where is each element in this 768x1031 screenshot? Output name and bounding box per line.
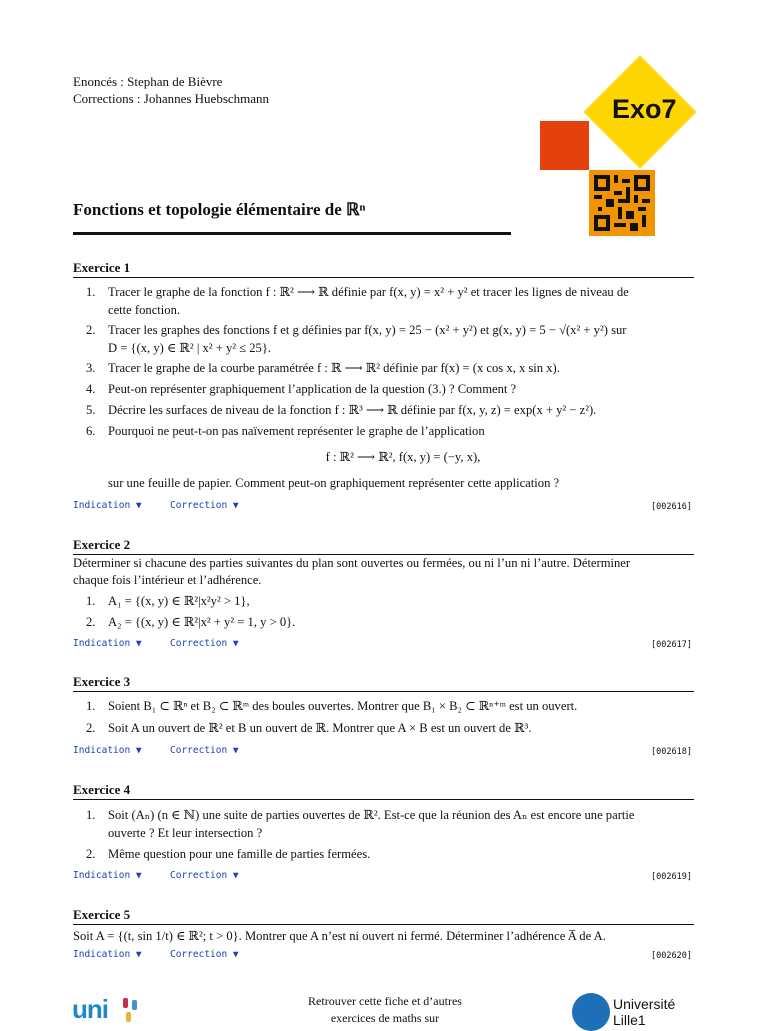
ex1-item-5: Décrire les surfaces de niveau de la fonction f : ℝ³ ⟶ ℝ définie par f(x, y, z) = exp(x + y² − z²). bbox=[108, 403, 597, 417]
ex3-item-1-number: 1. bbox=[86, 699, 96, 713]
ex4-indication-link[interactable]: Indication ▼ bbox=[73, 870, 142, 881]
ex1-item-1-number: 1. bbox=[86, 285, 96, 299]
ex3-indication-link[interactable]: Indication ▼ bbox=[73, 745, 142, 756]
exercise-3-heading: Exercice 3 bbox=[73, 674, 131, 689]
credit-statements: Enoncés : Stephan de Bièvre bbox=[73, 74, 223, 89]
ex4-correction-link[interactable]: Correction ▼ bbox=[170, 870, 239, 881]
title-rule bbox=[73, 232, 511, 235]
lille-logo-icon bbox=[572, 993, 610, 1031]
credit-corrections: Corrections : Johannes Huebschmann bbox=[73, 91, 270, 106]
page-title: Fonctions et topologie élémentaire de ℝⁿ bbox=[73, 200, 366, 219]
ex1-item-2-line-2: D = {(x, y) ∈ ℝ² | x² + y² ≤ 25}. bbox=[108, 341, 272, 355]
logo-text: Exo7 bbox=[612, 94, 677, 124]
ex1-item-6-formula: f : ℝ² ⟶ ℝ², f(x, y) = (−y, x), bbox=[325, 450, 481, 464]
ex3-item-1: Soient B₁ ⊂ ℝⁿ et B₂ ⊂ ℝᵐ des boules ouvertes. Montrer que B₁ × B₂ ⊂ ℝⁿ⁺ᵐ est un ouvert. bbox=[108, 699, 578, 713]
ex2-item-1-number: 1. bbox=[86, 594, 96, 608]
ex2-item-1: A₁ = {(x, y) ∈ ℝ²|x²y² > 1}, bbox=[108, 594, 250, 608]
ex1-indication-link[interactable]: Indication ▼ bbox=[73, 500, 142, 511]
ex3-item-2-number: 2. bbox=[86, 721, 96, 735]
ex1-item-1-line-2: cette fonction. bbox=[108, 303, 181, 317]
ex1-item-4: Peut-on représenter graphiquement l’application de la question (3.) ? Comment ? bbox=[108, 382, 517, 396]
exercise-5-heading: Exercice 5 bbox=[73, 907, 131, 922]
lille-logo-text bbox=[613, 996, 675, 1028]
qr-code-icon bbox=[594, 175, 650, 231]
unisis-logo-mark-icon bbox=[121, 996, 143, 1024]
credits bbox=[73, 73, 269, 107]
lille-logo-line-2: Lille1 bbox=[613, 1012, 646, 1028]
ex1-correction-link[interactable]: Correction ▼ bbox=[170, 500, 239, 511]
ex4-item-1-line-2: ouverte ? Et leur intersection ? bbox=[108, 826, 263, 840]
ex1-item-5-number: 5. bbox=[86, 403, 96, 417]
ex2-reference: [002617] bbox=[651, 640, 692, 650]
ex4-item-2: Même question pour une famille de parties fermées. bbox=[108, 847, 371, 861]
ex2-item-2: A₂ = {(x, y) ∈ ℝ²|x² + y² = 1, y > 0}. bbox=[108, 615, 296, 629]
ex2-indication-link[interactable]: Indication ▼ bbox=[73, 638, 142, 649]
ex5-correction-link[interactable]: Correction ▼ bbox=[170, 949, 239, 960]
exercise-4-rule bbox=[73, 799, 694, 800]
exercise-2-heading: Exercice 2 bbox=[73, 537, 131, 552]
ex5-indication-link[interactable]: Indication ▼ bbox=[73, 949, 142, 960]
ex1-item-4-number: 4. bbox=[86, 382, 96, 396]
exercise-5-rule bbox=[73, 924, 694, 925]
ex2-intro-line-2: chaque fois l’intérieur et l’adhérence. bbox=[73, 573, 262, 587]
footer-text bbox=[260, 993, 510, 1027]
exercise-3-rule bbox=[73, 691, 694, 692]
logo-red-square bbox=[540, 121, 589, 170]
exercise-1-heading: Exercice 1 bbox=[73, 260, 131, 275]
exercise-4-heading: Exercice 4 bbox=[73, 782, 131, 797]
ex1-reference: [002616] bbox=[651, 502, 692, 512]
footer-line-2: exercices de maths sur bbox=[330, 1011, 440, 1025]
footer-line-1: Retrouver cette fiche et d’autres bbox=[308, 994, 462, 1008]
ex4-item-1-line-1: Soit (Aₙ) (n ∈ ℕ) une suite de parties ouvertes de ℝ². Est-ce que la réunion des Aₙ est encore une partie bbox=[108, 808, 635, 822]
ex2-intro-line-1: Déterminer si chacune des parties suivantes du plan sont ouvertes ou fermées, ou ni l’un ni l’autre. Déterminer bbox=[73, 556, 631, 570]
ex5-reference: [002620] bbox=[651, 951, 692, 961]
ex4-reference: [002619] bbox=[651, 872, 692, 882]
ex4-item-1-number: 1. bbox=[86, 808, 96, 822]
ex1-item-2-number: 2. bbox=[86, 323, 96, 337]
ex5-statement: Soit A = {(t, sin 1/t) ∈ ℝ²; t > 0}. Montrer que A n’est ni ouvert ni fermé. Déterminer l’adhérence A̅ de A. bbox=[73, 929, 606, 943]
ex1-item-6-line-1: Pourquoi ne peut-t-on pas naïvement représenter le graphe de l’application bbox=[108, 424, 485, 438]
exercise-1-rule bbox=[73, 277, 694, 278]
ex3-correction-link[interactable]: Correction ▼ bbox=[170, 745, 239, 756]
lille-logo-line-1: Université bbox=[613, 996, 676, 1012]
ex2-correction-link[interactable]: Correction ▼ bbox=[170, 638, 239, 649]
ex1-item-1-line-1: Tracer le graphe de la fonction f : ℝ² ⟶ ℝ définie par f(x, y) = x² + y² et tracer les lignes de niveau de bbox=[108, 285, 629, 299]
ex1-item-6-line-2: sur une feuille de papier. Comment peut-on graphiquement représenter cette application ? bbox=[108, 476, 560, 490]
ex1-item-2-line-1: Tracer les graphes des fonctions f et g définies par f(x, y) = 25 − (x² + y²) et g(x, y) = 5 − √(x² + y²) sur bbox=[108, 323, 627, 337]
ex2-item-2-number: 2. bbox=[86, 615, 96, 629]
ex1-item-6-number: 6. bbox=[86, 424, 96, 438]
ex3-reference: [002618] bbox=[651, 747, 692, 757]
ex4-item-2-number: 2. bbox=[86, 847, 96, 861]
ex1-item-3: Tracer le graphe de la courbe paramétrée f : ℝ ⟶ ℝ² définie par f(x) = (x cos x, x sin x). bbox=[108, 361, 560, 375]
ex1-item-3-number: 3. bbox=[86, 361, 96, 375]
ex3-item-2: Soit A un ouvert de ℝ² et B un ouvert de ℝ. Montrer que A × B est un ouvert de ℝ³. bbox=[108, 721, 532, 735]
unisis-logo: uni bbox=[72, 994, 108, 1024]
